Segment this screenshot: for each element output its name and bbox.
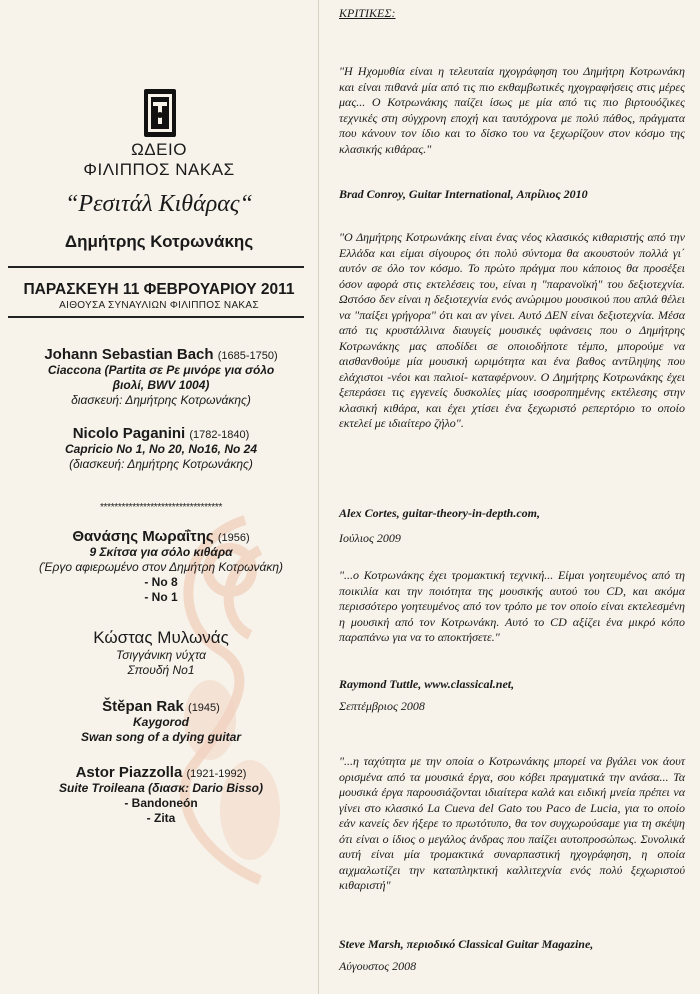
reviews-panel [333, 0, 687, 994]
review-quote: "...ο Κοτρωνάκης έχει τρομακτική τεχνική... Είμαι γοητευμένος από τη ποικιλία και την ποιότητα της μουσικής αυτού του CD, και ακόμα περισσότερο γοητευμένος από τον τρόπο με τον οποίο είναι εκτελεσμένη η μουσική από τον Κοτρωνάκη. Αυτό το CD αξίζει ένα μικρό κόπο παραπάνω για να το αποκτήσετε." [339, 568, 685, 644]
review-source: Brad Conroy, Guitar International, Απρίλιος 2010 [339, 187, 588, 201]
review-source: Raymond Tuttle, www.classical.net, [339, 677, 515, 691]
work-title: Swan song of a dying guitar [80, 730, 241, 744]
dedication-note: (Έργο αφιερωμένο στον Δημήτρη Κοτρωνάκη) [38, 560, 284, 574]
review-source: Steve Marsh, περιοδικό Classical Guitar Magazine, [339, 937, 594, 951]
program-item-piazzolla [6, 764, 316, 826]
composer-name: Štěpan Rak (1945) [102, 698, 220, 715]
divider-top [8, 266, 304, 268]
program-item-moraitis [6, 528, 316, 605]
arrangement-note: διασκευή: Δημήτρης Κοτρωνάκης) [71, 393, 251, 407]
composer-name: Astor Piazzolla (1921-1992) [75, 764, 247, 781]
movement-item: - Zita [146, 811, 176, 825]
composer-name: Nicolo Paganini (1782-1840) [72, 425, 250, 442]
reviews-heading: ΚΡΙΤΙΚΕΣ: [339, 6, 396, 20]
review-quote: "Η Ηχομυθία είναι η τελευταία ηχογράφηση του Δημήτρη Κοτρωνάκη και είναι πιθανά μία από τις πιο εκθαμβωτικές ηχογραφήσεις στις μέρες μας... Ο Κοτρωνάκης παίζει ίσως με μία από τις πιο βιρτουόζικες τεχνικές στη σύγχρονη εποχή και ταυτόχρονα με πολύ πάθος, πράγματα που κάνουν τον ίδιο και το δίσκο του να ξεχωρίζουν στον κόσμο της κλασικής κιθάρας." [339, 64, 685, 156]
movement-item: - No 1 [144, 590, 178, 604]
school-name-line1: ΩΔΕΙΟ [131, 140, 187, 159]
divider-bottom [8, 316, 304, 318]
recital-title: “Ρεσιτάλ Κιθάρας“ [65, 191, 253, 217]
arrangement-note: (διασκευή: Δημήτρης Κοτρωνάκης) [69, 457, 253, 471]
movement-item: - Bandoneón [124, 796, 198, 810]
review-quote: "...η ταχύτητα με την οποία ο Κοτρωνάκης μπορεί να βγάλει νοκ άουτ ορισμένα από τα μουσικά έργα, σου κόβει πραγματικά την ανάσα... Τα μουσικά έργα παρουσιάζονται ιδιαίτερα καλά και ειδική μνεία πρέπει να γίνει στο κλασικό La Cueva del Gato του Paco de Lucia, για το οποίο εάν κανείς δεν ήξερε το πρωτότυπο, θα τον συγχωρούσαμε για τη σκέψη ότι είναι ο ίδιος ο μεγάλος άνδρας που παίζει αυτοπροσώπως. Συνολικά αυτή είναι μία τρομακτικά συναρπαστική ηχογράφηση, η οποία αιχμαλωτίζει την καταπληκτική καλλιτεχνία ενός πολύ ξεχωριστού κιθαριστή" [339, 754, 685, 892]
concert-venue: ΑΙΘΟΥΣΑ ΣΥΝΑΥΛΙΩΝ ΦΙΛΙΠΠΟΣ ΝΑΚΑΣ [59, 300, 259, 311]
work-title: Τσιγγάνικη νύχτα [116, 648, 206, 662]
concert-date: ΠΑΡΑΣΚΕΥΗ 11 ΦΕΒΡΟΥΑΡΙΟΥ 2011 [23, 281, 295, 298]
review-date: Ιούλιος 2009 [339, 531, 401, 545]
program-panel [0, 0, 318, 994]
composer-name: Θανάσης Μωραΐτης (1956) [72, 528, 250, 545]
work-title: 9 Σκίτσα για σόλο κιθάρα [89, 545, 233, 559]
work-title: Capricio No 1, No 20, No16, No 24 [64, 442, 258, 456]
program-item-bach [6, 346, 316, 408]
program-item-mylonas [6, 628, 316, 678]
work-title: Kaygorod [132, 715, 189, 729]
review-date: Αύγουστος 2008 [339, 959, 417, 973]
section-separator: ********************************** [99, 502, 223, 513]
school-name-line2: ΦΙΛΙΠΠΟΣ ΝΑΚΑΣ [83, 160, 235, 179]
work-title: Σπουδή No1 [127, 663, 195, 677]
composer-name: Johann Sebastian Bach (1685-1750) [44, 346, 278, 363]
movement-item: - No 8 [144, 575, 178, 589]
review-date: Σεπτέμβριος 2008 [339, 699, 425, 713]
work-title: Ciaccona (Partita σε Ρε μινόρε για σόλο [47, 363, 275, 377]
review-source: Alex Cortes, guitar-theory-in-depth.com, [339, 506, 540, 520]
page-fold [318, 0, 319, 994]
conservatory-logo [143, 88, 177, 138]
program-item-paganini [6, 425, 316, 472]
program-item-rak [6, 698, 316, 745]
work-title: Suite Troileana (διασκ: Dario Bisso) [59, 781, 263, 795]
performer-name: Δημήτρης Κοτρωνάκης [64, 232, 254, 251]
review-quote: "Ο Δημήτρης Κοτρωνάκης είναι ένας νέος κλασικός κιθαριστής από την Ελλάδα και είμαι σίγουρος ότι πολύ σύντομα θα ακουστούν πολλά γι΄ αυτόν σε όλο τον κόσμο. Το πρώτο πράγμα που κάποιος θα προσέξει όσον αφορά στις εκτελέσεις του, είναι η "παρανοϊκή" του δεξιοτεχνία. Ωστόσο δεν είναι η δεξιοτεχνία ενός ανώριμου μουσικού που απλά θέλει να "παίξει γρήγορα" ότι και αν γίνει. Αυτό ΔΕΝ είναι δεξιοτεχνία. Μέσα από τις κρυστάλλινα διαυγείς μουσικές υφάνσεις που ο Δημήτρης Κοτρωνάκης μας αποδίδει σε οποιοδήποτε τέμπο, μπορούμε να αισθανθούμε μία μουσική ωριμότητα και ένα βαθος αντίληψης που ελάχιστοι -νέοι και παλιοί- καταφέρνουν. Ο Δημήτρης Κοτρωνάκης έχει ξεπεράσει τις εγγενείς δυσκολίες μίας ισοσροπημένης εκτέλεσης στην κλασική κιθάρα, και έχει χτίσει ένα ξεχωριστό ρεπερτόριο το οποίο εκτελεί με ιδιαίτερο ζήλο". [339, 230, 685, 430]
work-title: βιολί, BWV 1004) [112, 378, 210, 392]
composer-name: Κώστας Μυλωνάς [93, 628, 229, 647]
